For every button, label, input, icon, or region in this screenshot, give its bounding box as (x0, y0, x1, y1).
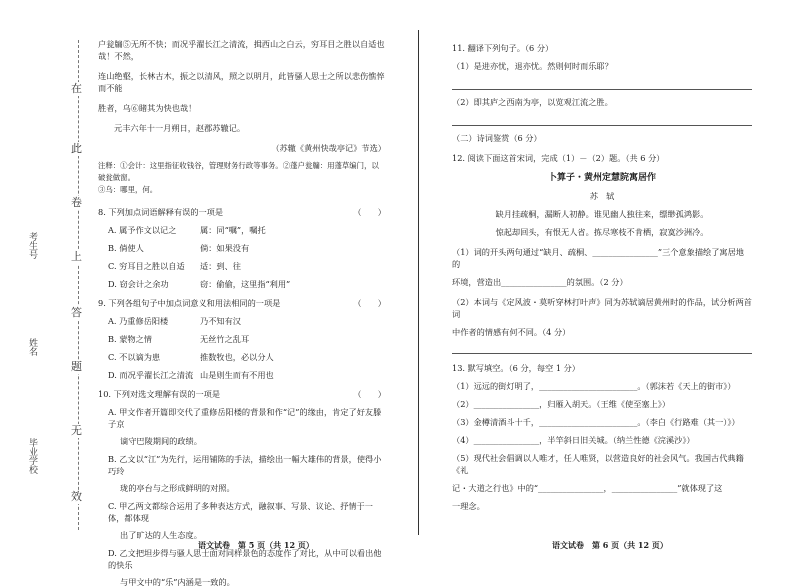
poem-author: 苏 轼 (589, 191, 615, 201)
passage-line: 元丰六年十一月朔日，赵郡苏辙记。 (114, 123, 246, 133)
poem-line: 缺月挂疏桐，漏断人初静。谁见幽人独往来，缥缈孤鸿影。 (495, 209, 709, 219)
seal-char: 题 (71, 360, 82, 373)
option-compare: 推数牧也，必以分人 (200, 352, 274, 362)
name-label: 姓名 (27, 338, 37, 356)
option-row (98, 242, 386, 254)
option-line: 出了旷达的人生态度。 (120, 530, 202, 540)
fill-blank-item: （3）金樽清酒斗十千，________________________。（李白《行路难（其一）》） (452, 417, 740, 427)
question-10-stem: 10. 下列对选文理解有误的一项是 (98, 389, 221, 399)
annotation-line: ③乌：哪里，何。 (98, 185, 158, 194)
option-compare: 无丝竹之乱耳 (200, 334, 250, 344)
seal-char: 无 (71, 424, 82, 437)
annotation-line: 注释：①会计：这里指征收钱谷，管理财务行政等事务。②蓬户瓮牖：用蓬草编门，以破瓮做窗。 (98, 161, 379, 182)
option-row (98, 260, 386, 272)
seal-char: 卷 (71, 196, 82, 209)
question-8-stem: 8. 下列加点词语解释有误的一项是 (98, 207, 224, 217)
source-citation: （苏辙《黄州快哉亭记》节选） (271, 143, 386, 153)
option-gloss: 属：同“嘱”，嘱托 (200, 225, 266, 235)
option-line: 与甲文中的“乐”内涵是一致的。 (120, 577, 235, 587)
question-12-sub1: 环境，营造出________________的氛围。（2 分） (452, 277, 628, 287)
option-row (98, 224, 386, 236)
section-heading: （二）诗词鉴赏（6 分） (452, 133, 542, 143)
answer-bracket: （ ） (353, 298, 386, 308)
passage-line: 连山绝壑，长林古木，振之以清风，照之以明月，此皆骚人思士之所以悲伤憔悴而不能 (98, 71, 385, 93)
seal-char: 答 (71, 306, 82, 319)
fill-blank-item: 一理念。 (452, 501, 485, 511)
option-line: 谪守巴陵期间的政绩。 (120, 436, 202, 446)
option-sentence: C. 不以谪为患 (108, 352, 161, 362)
left-page (98, 38, 386, 588)
page-footer-left: 语文试卷 第 5 页（共 12 页） (198, 540, 314, 550)
page-footer-right: 语文试卷 第 6 页（共 12 页） (552, 540, 668, 550)
option-gloss: 窃：偷偷，这里指“利用” (200, 279, 291, 289)
question-9 (98, 297, 386, 309)
option-sentence: D. 窃会计之余功 (108, 279, 169, 289)
answer-bracket: （ ） (353, 389, 386, 399)
school-label: 毕业学校 (27, 438, 37, 474)
option-sentence: D. 而况乎濯长江之清流 (108, 370, 194, 380)
option-sentence: B. 倘使人 (108, 243, 144, 253)
option-block (98, 406, 386, 447)
seal-char: 上 (71, 250, 82, 263)
binding-margin (0, 0, 58, 560)
question-12-stem: 12. 阅读下面这首宋词，完成（1）－（2）题。（共 6 分） (452, 153, 665, 163)
seal-char: 效 (71, 490, 82, 503)
option-line: C. 甲乙两文都综合运用了多种表达方式，融叙事、写景、议论、抒情于一体，都体现 (108, 501, 373, 523)
fill-blank-item: （1）远远的街灯明了，________________________。（郭沫若《天上的街市》） (452, 381, 736, 391)
answer-line[interactable] (452, 342, 752, 354)
question-12-sub1: （1）词的开头两句通过“缺月、疏桐、________________”三个意象描绘了寓居地的 (452, 247, 744, 269)
option-block (98, 453, 386, 494)
fill-blank-item: （4）________________，半竿斜日旧关城。（纳兰性德《浣溪沙》） (452, 435, 695, 445)
passage-line: 胜者，乌⑥睹其为快也哉！ (98, 103, 197, 113)
option-row (98, 333, 386, 345)
option-line: 珑的亭台与之形成鲜明的对照。 (120, 483, 235, 493)
question-8 (98, 206, 386, 218)
page-divider (418, 30, 419, 535)
question-9-stem: 9. 下列各组句子中加点词意义和用法相同的一项是 (98, 298, 281, 308)
question-10 (98, 388, 386, 400)
answer-line[interactable] (452, 78, 752, 90)
option-sentence: B. 蒙物之情 (108, 334, 152, 344)
poem-line: 惊起却回头，有恨无人省。拣尽寒枝不肯栖，寂寞沙洲冷。 (495, 227, 709, 237)
seal-char: 此 (71, 142, 82, 155)
seal-dashed-line (78, 40, 79, 530)
option-sentence: A. 属予作文以记之 (108, 225, 177, 235)
passage-line: 户瓮牖⑤无所不快；而况乎濯长江之清流，揖西山之白云，穷耳目之胜以自适也哉！不然， (98, 39, 385, 61)
question-11-item: （2）即其庐之西南为亭，以览观江流之胜。 (452, 97, 613, 107)
option-sentence: A. 乃重修岳阳楼 (108, 316, 169, 326)
option-row (98, 369, 386, 381)
seal-line-strip (58, 0, 98, 560)
question-12-sub2: 中作者的情感有何不同。（4 分） (452, 327, 571, 337)
option-line: A. 甲文作者开篇即交代了重修岳阳楼的背景和作“记”的缘由，肯定了好友滕子京 (108, 407, 382, 429)
option-line: B. 乙文以“江”为先行，运用铺陈的手法，描绘出一幅大雄伟的背景，使得小巧玲 (108, 454, 382, 476)
question-12-sub2: （2）本词与《定风波・莫听穿林打叶声》同为苏轼谪居黄州时的作品，试分析两首词 (452, 297, 752, 319)
right-page (452, 42, 752, 512)
option-block (98, 547, 386, 588)
question-11-stem: 11. 翻译下列句子。（6 分） (452, 43, 554, 53)
fill-blank-item: 记・大道之行也》中的“________________，________________”就体现了这 (452, 483, 723, 493)
option-line: D. 乙文把坦步得与骚人思士面对同样景色的态度作了对比，从中可以看出他的快乐 (108, 548, 382, 570)
question-11-item: （1）是进亦忧，退亦忧。然则何时而乐耶？ (452, 61, 613, 71)
poem-title: 卜算子・黄州定慧院寓居作 (547, 173, 656, 183)
fill-blank-item: （5）现代社会倡调以人唯才，任人唯贤，以营造良好的社会风气。我国古代典籍《礼 (452, 453, 744, 475)
option-compare: 山是则生而有不用也 (200, 370, 274, 380)
option-gloss: 倘：如果没有 (200, 243, 250, 253)
option-block (98, 500, 386, 541)
exam-number-label: 考生号 (27, 232, 37, 259)
option-sentence: C. 穷耳目之胜以自适 (108, 261, 185, 271)
option-row (98, 278, 386, 290)
option-row (98, 315, 386, 327)
seal-char: 在 (71, 82, 82, 95)
answer-bracket: （ ） (353, 207, 386, 217)
answer-line[interactable] (452, 114, 752, 126)
fill-blank-item: （2）________________，归雁入胡天。（王维《使至塞上》） (452, 399, 671, 409)
option-compare: 乃不知有汉 (200, 316, 241, 326)
option-gloss: 适：到、往 (200, 261, 241, 271)
question-13-stem: 13. 默写填空。（6 分，每空 1 分） (452, 363, 580, 373)
option-row (98, 351, 386, 363)
